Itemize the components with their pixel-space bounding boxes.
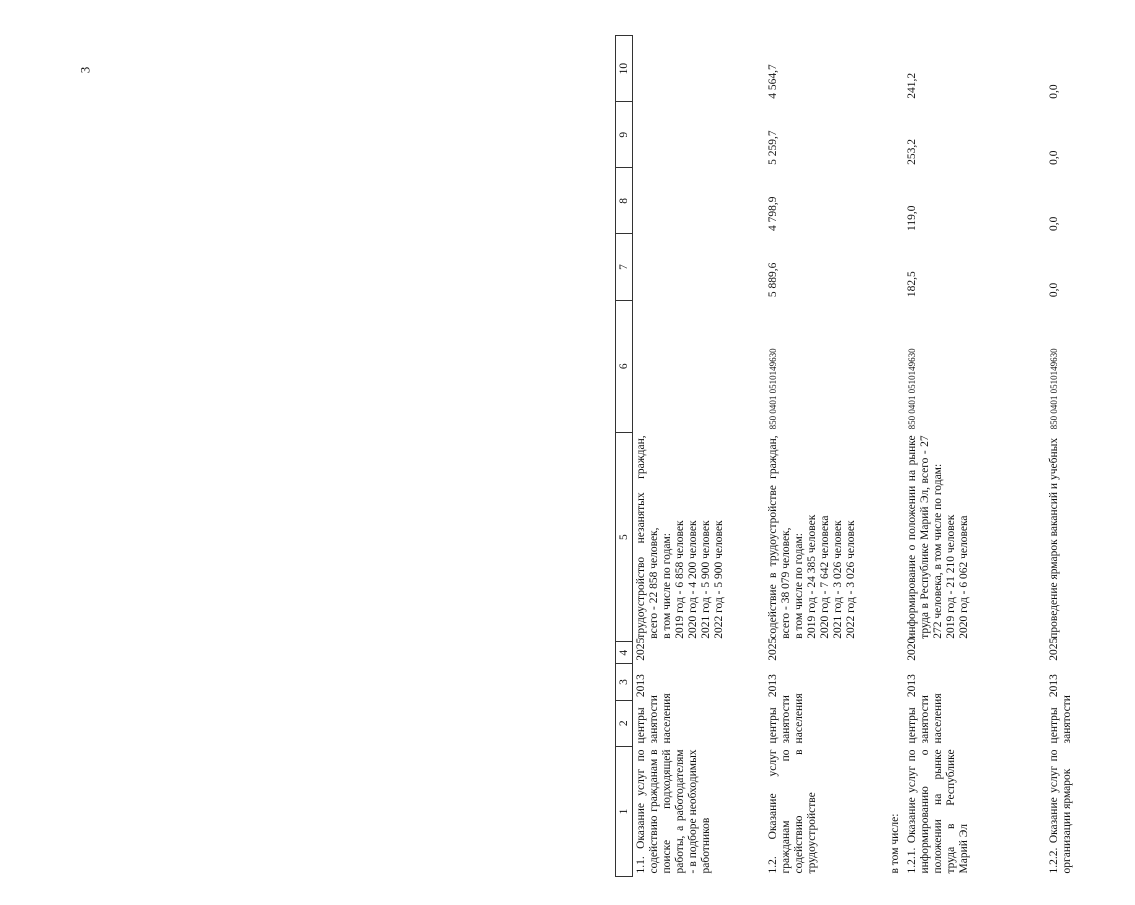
start-year: 2013 <box>635 674 647 698</box>
executor: центры занятости <box>1047 695 1073 744</box>
expected-result: содействие в трудоустройстве граждан, всего - 38 079 человек, в том числе по годам: 2019 год - 24 385 человек 2020 год - 7 642 человека 2021 год - 3 026 человек 2022 год - 3 026 человек <box>766 435 857 639</box>
header-cell: 6 <box>616 300 633 432</box>
subsection-label: в том числе: <box>888 813 901 874</box>
value-col10: 4 564,7 <box>766 64 779 99</box>
value-col9: 0,0 <box>1047 150 1060 165</box>
rotated-page <box>615 35 1135 877</box>
measure-name: 1.2.1. Оказание услуг по информированию о положении на рынке труда в Республике Марий Эл <box>905 749 970 874</box>
header-cell: 8 <box>616 168 633 234</box>
header-cell: 4 <box>616 642 633 664</box>
value-col7: 0,0 <box>1047 282 1060 298</box>
executor: центры занятости населения <box>766 693 805 744</box>
table-row <box>904 36 1046 877</box>
value-col8 <box>633 168 765 234</box>
program-table <box>615 35 1076 877</box>
value-col9: 253,2 <box>905 138 918 165</box>
table-row <box>633 36 765 877</box>
header-cell: 3 <box>616 664 633 700</box>
value-col10 <box>633 36 765 102</box>
value-col8: 4 798,9 <box>766 196 779 231</box>
page-number: 3 <box>77 66 93 74</box>
value-col9 <box>633 102 765 168</box>
header-row <box>616 36 633 877</box>
executor: центры занятости населения <box>635 693 673 744</box>
header-cell: 7 <box>616 234 633 300</box>
budget-code: 850 0401 0510149630 <box>906 348 917 430</box>
header-cell: 9 <box>616 102 633 168</box>
header-cell: 2 <box>616 700 633 746</box>
start-year: 2013 <box>766 674 779 698</box>
end-year: 2020 <box>905 637 918 661</box>
value-col10: 0,0 <box>1047 84 1060 99</box>
expected-result: информирование о положении на рынке труда в Республике Марий Эл, всего - 27 272 человека, в том числе по годам: 2019 год - 21 210 человек 2020 год - 6 062 человека <box>905 435 970 639</box>
start-year: 2013 <box>905 674 918 698</box>
measure-name: 1.1. Оказание услуг по содействию гражданам в поиске подходящей работы, а работодателям - в подборе необходимых работников <box>635 749 712 874</box>
value-col8: 0,0 <box>1047 216 1060 231</box>
value-col7 <box>633 234 765 300</box>
executor: центры занятости населения <box>905 693 944 744</box>
measure-name: 1.2.2. Оказание услуг по организации ярмарок <box>1047 749 1073 874</box>
header-cell: 1 <box>616 746 633 876</box>
table-row <box>765 36 887 877</box>
value-col7: 5 889,6 <box>766 262 779 298</box>
end-year: 2025 <box>1047 637 1060 661</box>
value-col8: 119,0 <box>905 205 918 231</box>
value-col7: 182,5 <box>905 271 918 298</box>
start-year: 2013 <box>1047 674 1060 698</box>
header-cell: 10 <box>616 36 633 102</box>
end-year: 2025 <box>635 637 647 661</box>
budget-code <box>633 300 765 432</box>
subsection-row <box>887 36 904 877</box>
measure-name: 1.2. Оказание услуг гражданам по содействию в трудоустройстве <box>766 749 818 874</box>
table-row <box>1046 36 1076 877</box>
expected-result: трудоустройство незанятых граждан, всего - 22 858 человек, в том числе по годам: 2019 год - 6 858 человек 2020 год - 4 200 человек 2021 год - 5 900 человек 2022 год - 5 900 человек <box>635 435 725 639</box>
end-year: 2025 <box>766 637 779 661</box>
value-col10: 241,2 <box>905 72 918 99</box>
header-cell: 5 <box>616 432 633 641</box>
budget-code: 850 0401 0510149630 <box>767 348 778 430</box>
budget-code: 850 0401 0510149630 <box>1048 348 1059 430</box>
value-col9: 5 259,7 <box>766 130 779 165</box>
expected-result: проведение ярмарок вакансий и учебных <box>1047 437 1060 639</box>
